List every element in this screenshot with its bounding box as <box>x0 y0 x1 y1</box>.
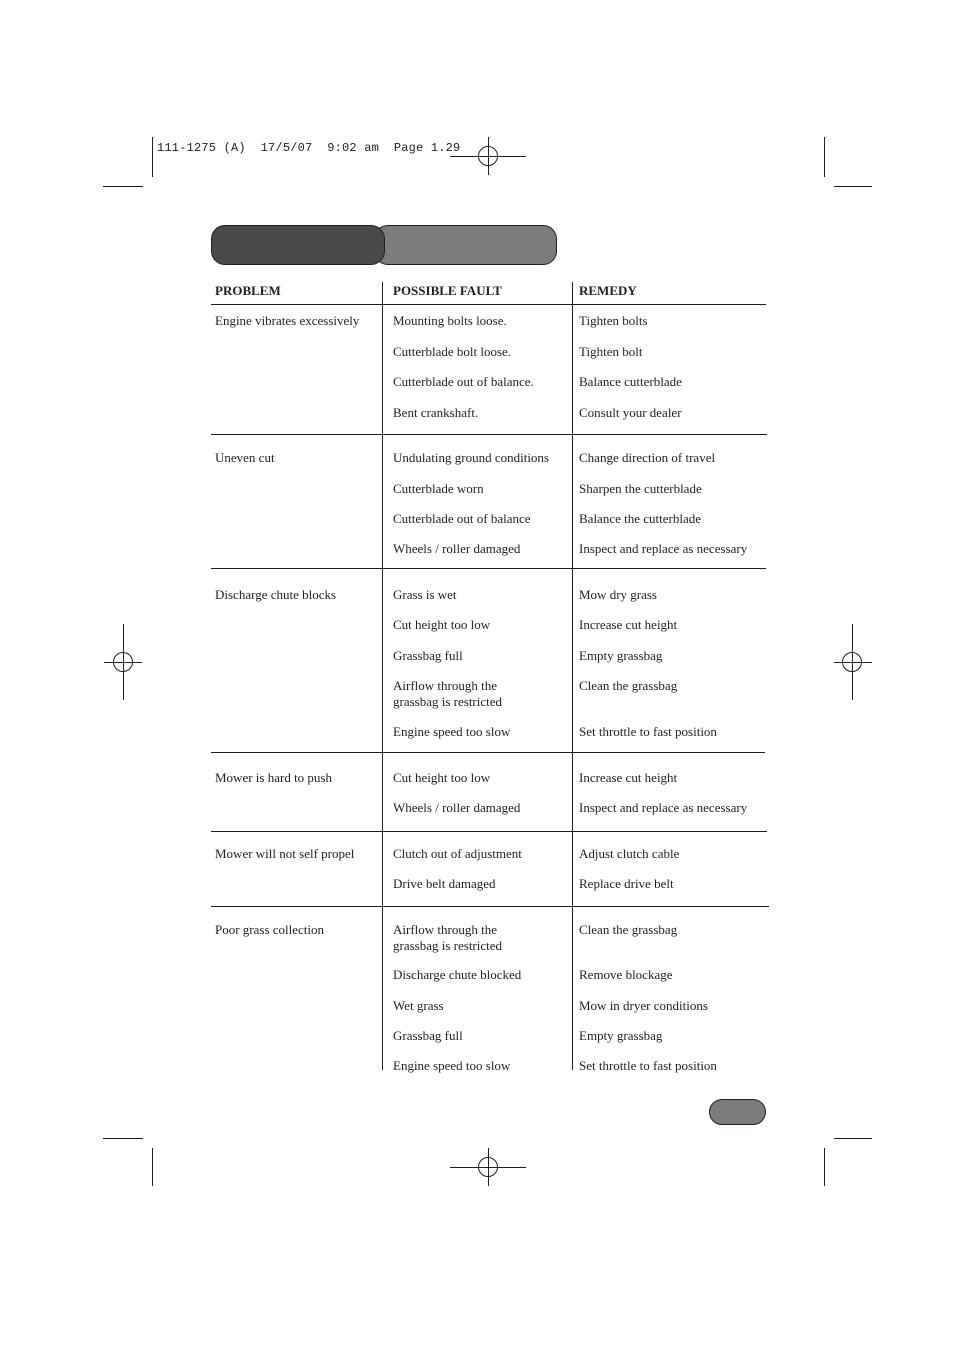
fault-cell: Cutterblade worn <box>393 481 484 496</box>
remedy-cell: Set throttle to fast position <box>579 1058 717 1073</box>
fault-cell: Clutch out of adjustment <box>393 846 522 861</box>
remedy-cell: Change direction of travel <box>579 450 716 465</box>
remedy-cell: Balance the cutterblade <box>579 511 701 526</box>
row-separator <box>211 906 769 907</box>
fault-cell: Discharge chute blocked <box>393 967 522 982</box>
fault-cell: Cutterblade bolt loose. <box>393 344 512 359</box>
problem-cell: Discharge chute blocks <box>215 587 337 602</box>
remedy-cell: Balance cutterblade <box>579 374 682 389</box>
header-remedy: REMEDY <box>579 283 637 298</box>
remedy-cell: Increase cut height <box>579 770 678 785</box>
row-separator <box>211 568 766 569</box>
remedy-cell: Sharpen the cutterblade <box>579 481 702 496</box>
problem-cell: Mower will not self propel <box>215 846 355 861</box>
remedy-cell: Inspect and replace as necessary <box>579 800 748 815</box>
remedy-cell: Increase cut height <box>579 617 678 632</box>
header-possible-fault: POSSIBLE FAULT <box>393 283 502 298</box>
crop-mark <box>152 1148 153 1186</box>
fault-cell: Drive belt damaged <box>393 876 496 891</box>
crop-mark <box>834 1138 872 1139</box>
fault-cell: Engine speed too slow <box>393 1058 511 1073</box>
fault-cell: Cutterblade out of balance <box>393 511 531 526</box>
remedy-cell: Empty grassbag <box>579 1028 663 1043</box>
remedy-cell: Tighten bolt <box>579 344 643 359</box>
remedy-cell: Remove blockage <box>579 967 673 982</box>
remedy-cell: Adjust clutch cable <box>579 846 680 861</box>
problem-cell: Uneven cut <box>215 450 275 465</box>
fault-cell: Cut height too low <box>393 770 491 785</box>
fault-cell: Cutterblade out of balance. <box>393 374 534 389</box>
remedy-cell: Empty grassbag <box>579 648 663 663</box>
fault-cell: Grass is wet <box>393 587 457 602</box>
fault-cell: Airflow through the <box>393 678 497 693</box>
row-separator <box>211 304 766 305</box>
header-problem: PROBLEM <box>215 283 281 298</box>
remedy-cell: Inspect and replace as necessary <box>579 541 748 556</box>
crop-mark <box>824 1148 825 1186</box>
remedy-cell: Mow dry grass <box>579 587 657 602</box>
fault-cell: Undulating ground conditions <box>393 450 549 465</box>
problem-cell: Engine vibrates excessively <box>215 313 360 328</box>
crop-mark <box>103 1138 143 1139</box>
remedy-cell: Clean the grassbag <box>579 678 678 693</box>
fault-cell: Wheels / roller damaged <box>393 800 521 815</box>
column-divider <box>572 282 573 1070</box>
row-separator <box>211 831 767 832</box>
remedy-cell: Clean the grassbag <box>579 922 678 937</box>
row-separator <box>211 752 765 753</box>
crop-mark <box>152 137 153 177</box>
fault-cell: Cut height too low <box>393 617 491 632</box>
crop-mark <box>834 186 872 187</box>
fault-cell: Wheels / roller damaged <box>393 541 521 556</box>
problem-cell: Mower is hard to push <box>215 770 332 785</box>
fault-cell: Grassbag full <box>393 648 463 663</box>
crop-mark <box>824 137 825 177</box>
remedy-cell: Tighten bolts <box>579 313 648 328</box>
crop-mark <box>103 186 143 187</box>
fault-cell: Airflow through the <box>393 922 497 937</box>
fault-cell: Engine speed too slow <box>393 724 511 739</box>
problem-cell: Poor grass collection <box>215 922 325 937</box>
fault-cell: Mounting bolts loose. <box>393 313 507 328</box>
section-tab-light <box>374 225 557 265</box>
remedy-cell: Mow in dryer conditions <box>579 998 708 1013</box>
print-slug: 111-1275 (A) 17/5/07 9:02 am Page 1.29 <box>157 141 461 155</box>
page-number-badge <box>709 1099 766 1125</box>
remedy-cell: Set throttle to fast position <box>579 724 717 739</box>
fault-cell: Wet grass <box>393 998 444 1013</box>
fault-cell-cont: grassbag is restricted <box>393 693 503 709</box>
remedy-cell: Consult your dealer <box>579 405 682 420</box>
remedy-cell: Replace drive belt <box>579 876 674 891</box>
column-divider <box>382 282 383 1070</box>
fault-cell: Grassbag full <box>393 1028 463 1043</box>
fault-cell-cont: grassbag is restricted <box>393 937 503 953</box>
fault-cell: Bent crankshaft. <box>393 405 479 420</box>
row-separator <box>211 434 767 435</box>
section-tab-dark <box>211 225 385 265</box>
